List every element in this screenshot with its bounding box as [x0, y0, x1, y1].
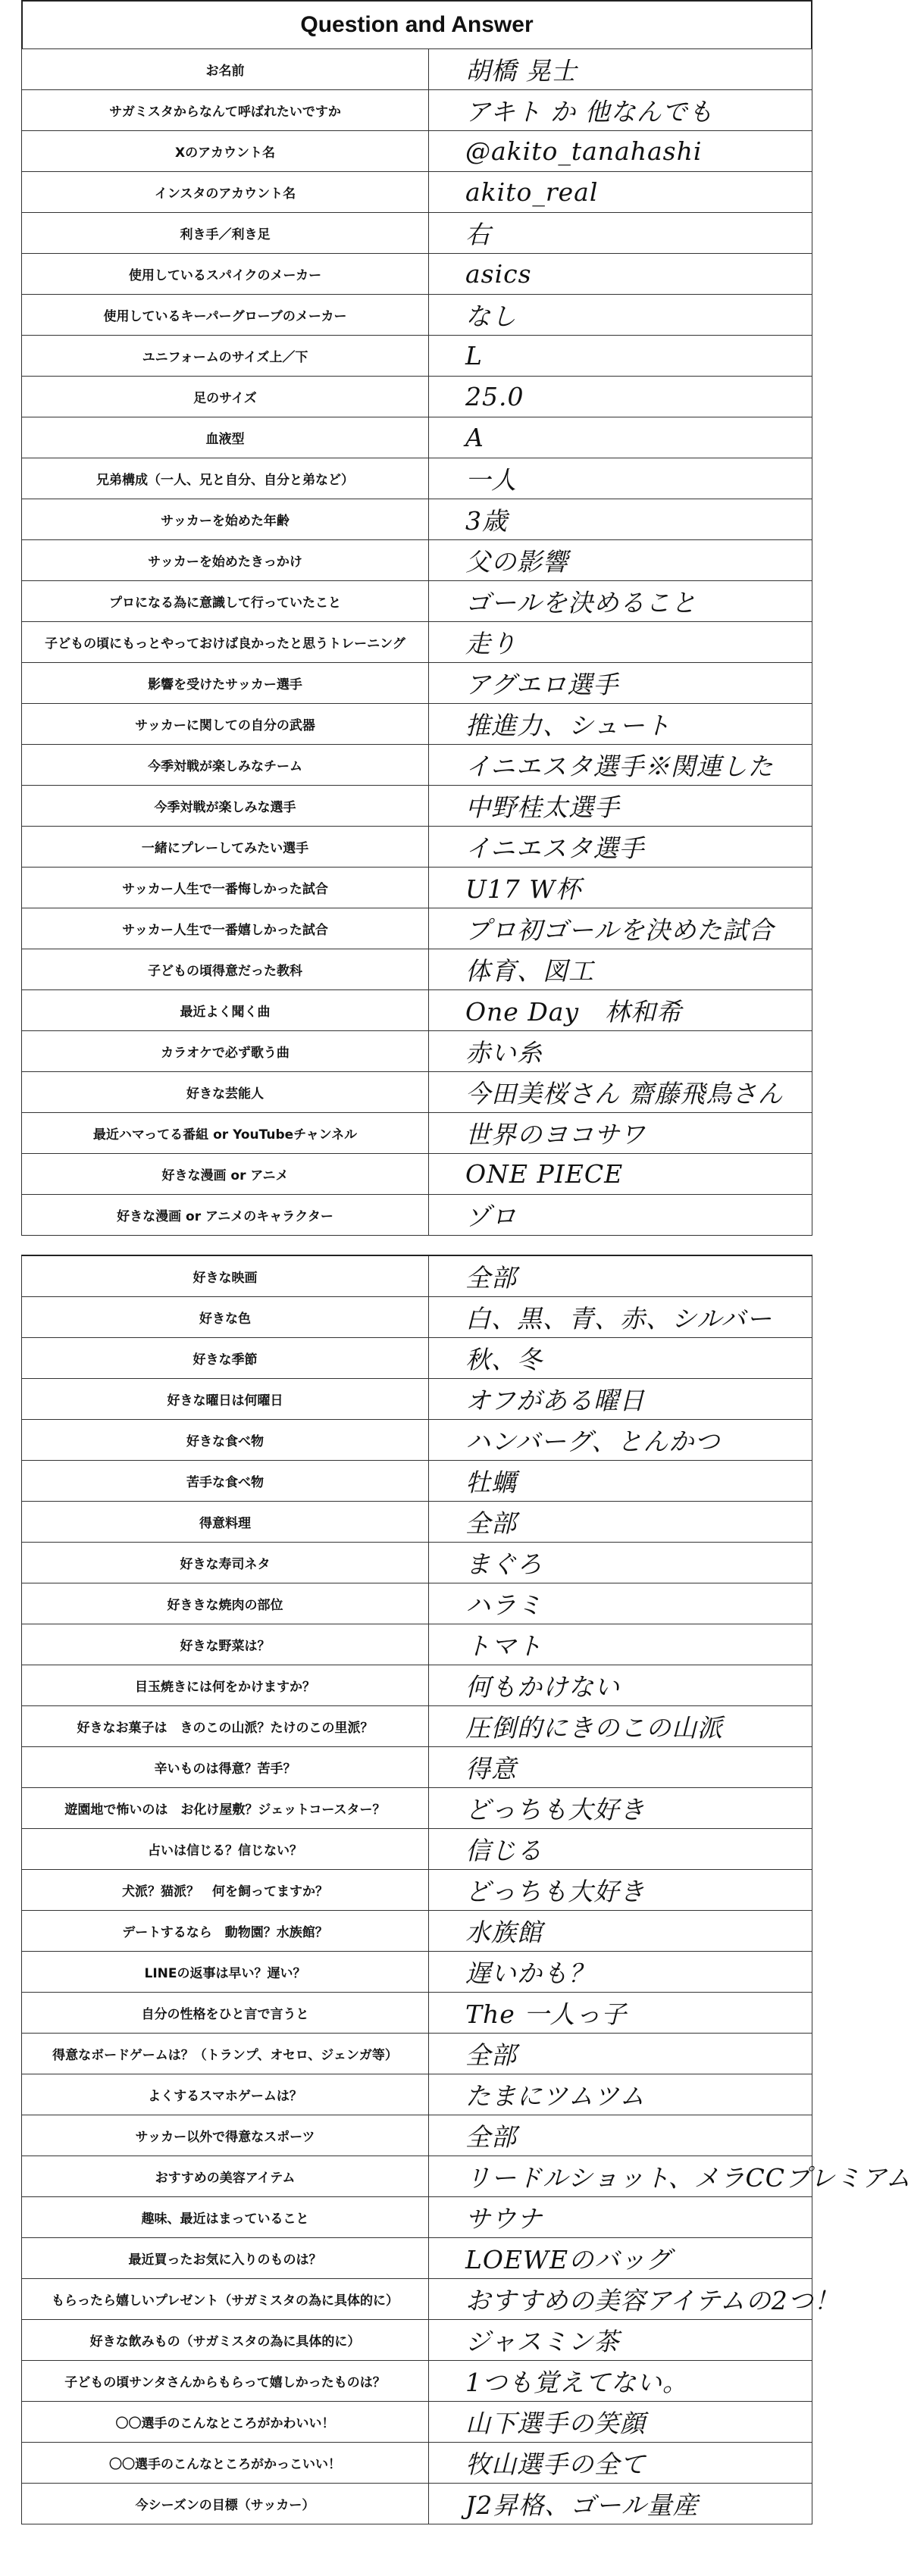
qa-row [22, 1297, 812, 1338]
question-cell: 好きな飲みもの（サガミスタの為に具体的に） [22, 2320, 429, 2361]
question-cell: 最近よく聞く曲 [22, 990, 429, 1031]
qa-row [22, 827, 812, 868]
question-cell: 好きな季節 [22, 1338, 429, 1379]
answer-cell: J2昇格、ゴール量産 [429, 2484, 812, 2524]
question-cell: デートするなら 動物園？水族館？ [22, 1911, 429, 1952]
question-cell: 目玉焼きには何をかけますか？ [22, 1665, 429, 1706]
qa-row [22, 868, 812, 908]
question-cell: もらったら嬉しいプレゼント（サガミスタの為に具体的に） [22, 2279, 429, 2320]
question-cell: サッカーに関しての自分の武器 [22, 704, 429, 745]
qa-table-2 [21, 1255, 911, 2524]
question-cell: 占いは信じる？信じない？ [22, 1829, 429, 1870]
answer-cell: アキト か 他なんでも [429, 90, 812, 131]
question-cell: 最近買ったお気に入りのものは？ [22, 2238, 429, 2279]
question-cell: プロになる為に意識して行っていたこと [22, 581, 429, 622]
answer-cell: 得意 [429, 1747, 812, 1788]
question-cell: 苦手な食べ物 [22, 1461, 429, 1502]
qa-row [22, 1379, 812, 1420]
question-cell: サガミスタからなんて呼ばれたいですか [22, 90, 429, 131]
qa-row [22, 1870, 812, 1911]
qa-row [22, 949, 812, 990]
answer-cell: 今田美桜さん 齋藤飛鳥さん [429, 1072, 812, 1113]
qa-row [22, 2279, 812, 2320]
answer-cell: 推進力、シュート [429, 704, 812, 745]
qa-row [22, 2238, 812, 2279]
answer-cell: 遅いかも？ [429, 1952, 812, 1993]
answer-cell: 牡蠣 [429, 1461, 812, 1502]
answer-cell: LOEWEのバッグ [429, 2238, 812, 2279]
answer-cell: 右 [429, 213, 812, 254]
qa-row [22, 2115, 812, 2156]
qa-row [22, 745, 812, 786]
answer-cell: 牧山選手の全て [429, 2443, 812, 2484]
question-cell: 影響を受けたサッカー選手 [22, 663, 429, 704]
answer-cell: The 一人っ子 [429, 1993, 812, 2034]
qa-row [22, 2361, 812, 2402]
qa-row [22, 417, 812, 458]
qa-row [22, 1747, 812, 1788]
qa-row [22, 213, 812, 254]
answer-cell: akito_real [429, 172, 812, 213]
answer-cell: 全部 [429, 2115, 812, 2156]
qa-row [22, 704, 812, 745]
qa-row [22, 131, 812, 172]
qa-row [22, 254, 812, 295]
qa-row [22, 1195, 812, 1236]
question-cell: 自分の性格をひと言で言うと [22, 1993, 429, 2034]
answer-cell: リードルショット、メラCCプレミアム [429, 2156, 812, 2197]
question-cell: 足のサイズ [22, 377, 429, 417]
question-cell: 好きなお菓子は きのこの山派？たけのこの里派？ [22, 1706, 429, 1747]
qa-row [22, 2484, 812, 2524]
qa-row [22, 1788, 812, 1829]
question-cell: 得意料理 [22, 1502, 429, 1543]
answer-cell: 胡橋 晃士 [429, 49, 812, 90]
question-cell: 好きな野菜は？ [22, 1624, 429, 1665]
question-cell: 好きな漫画 or アニメ [22, 1154, 429, 1195]
qa-row [22, 1911, 812, 1952]
question-cell: 使用しているスパイクのメーカー [22, 254, 429, 295]
answer-cell: オフがある曜日 [429, 1379, 812, 1420]
qa-row [22, 1420, 812, 1461]
question-cell: 好きな食べ物 [22, 1420, 429, 1461]
section-gap [21, 1236, 812, 1255]
qa-row [22, 1624, 812, 1665]
question-cell: 今季対戦が楽しみな選手 [22, 786, 429, 827]
qa-row [22, 581, 812, 622]
answer-cell: イニエスタ選手 [429, 827, 812, 868]
question-cell: サッカー人生で一番悔しかった試合 [22, 868, 429, 908]
answer-cell: トマト [429, 1624, 812, 1665]
qa-row [22, 1583, 812, 1624]
question-cell: お名前 [22, 49, 429, 90]
qa-row [22, 540, 812, 581]
answer-cell: 体育、図工 [429, 949, 812, 990]
qa-row [22, 377, 812, 417]
qa-row [22, 1072, 812, 1113]
sheet-title: Question and Answer [21, 0, 812, 48]
answer-cell: ゴールを決めること [429, 581, 812, 622]
answer-cell: 全部 [429, 1255, 812, 1297]
answer-cell: 世界のヨコサワ [429, 1113, 812, 1154]
qa-row [22, 2156, 812, 2197]
question-cell: 〇〇選手のこんなところがかっこいい！ [22, 2443, 429, 2484]
answer-cell: 白、黒、青、赤、シルバー [429, 1297, 812, 1338]
answer-cell: 信じる [429, 1829, 812, 1870]
question-cell: 子どもの頃得意だった教科 [22, 949, 429, 990]
qa-row [22, 1338, 812, 1379]
question-cell: 好きな色 [22, 1297, 429, 1338]
question-cell: 利き手／利き足 [22, 213, 429, 254]
question-cell: 子どもの頃サンタさんからもらって嬉しかったものは？ [22, 2361, 429, 2402]
answer-cell: ゾロ [429, 1195, 812, 1236]
qa-row [22, 622, 812, 663]
question-cell: サッカー人生で一番嬉しかった試合 [22, 908, 429, 949]
answer-cell: @akito_tanahashi [429, 131, 812, 172]
qa-row [22, 990, 812, 1031]
qa-row [22, 1952, 812, 1993]
answer-cell: なし [429, 295, 812, 336]
answer-cell: アグエロ選手 [429, 663, 812, 704]
question-cell: LINEの返事は早い？遅い？ [22, 1952, 429, 1993]
question-cell: 使用しているキーパーグローブのメーカー [22, 295, 429, 336]
question-cell: サッカーを始めた年齢 [22, 499, 429, 540]
question-cell: 好きな寿司ネタ [22, 1543, 429, 1583]
qa-row [22, 1543, 812, 1583]
answer-cell: A [429, 417, 812, 458]
qa-row [22, 786, 812, 827]
answer-cell: 何もかけない [429, 1665, 812, 1706]
answer-cell: 一人 [429, 458, 812, 499]
answer-cell: ONE PIECE [429, 1154, 812, 1195]
qa-table-2-body [22, 1255, 911, 2524]
answer-cell: 中野桂太選手 [429, 786, 812, 827]
answer-cell: 秋、冬 [429, 1338, 812, 1379]
qa-row [22, 295, 812, 336]
qa-row [22, 49, 812, 90]
qa-row [22, 2197, 812, 2238]
question-cell: 一緒にプレーしてみたい選手 [22, 827, 429, 868]
answer-cell: 1つも覚えてない。 [429, 2361, 812, 2402]
question-cell: 好きな漫画 or アニメのキャラクター [22, 1195, 429, 1236]
qa-row [22, 90, 812, 131]
question-cell: 犬派？猫派？ 何を飼ってますか？ [22, 1870, 429, 1911]
answer-cell: ハンバーグ、とんかつ [429, 1420, 812, 1461]
qa-table-1-body [22, 49, 812, 1236]
question-cell: 好きな映画 [22, 1255, 429, 1297]
answer-cell: L [429, 336, 812, 377]
qa-row [22, 1665, 812, 1706]
question-cell: Xのアカウント名 [22, 131, 429, 172]
answer-cell: どっちも大好き [429, 1870, 812, 1911]
answer-cell: イニエスタ選手※関連した [429, 745, 812, 786]
qa-row [22, 2402, 812, 2443]
question-cell: 〇〇選手のこんなところがかわいい！ [22, 2402, 429, 2443]
answer-cell: ハラミ [429, 1583, 812, 1624]
answer-cell: たまにツムツム [429, 2074, 812, 2115]
qa-row [22, 336, 812, 377]
answer-cell: 圧倒的にきのこの山派 [429, 1706, 812, 1747]
qa-row [22, 908, 812, 949]
qa-row [22, 499, 812, 540]
answer-cell: まぐろ [429, 1543, 812, 1583]
question-cell: 血液型 [22, 417, 429, 458]
answer-cell: 山下選手の笑顔 [429, 2402, 812, 2443]
qa-table-1 [21, 48, 812, 1236]
answer-cell: 全部 [429, 1502, 812, 1543]
question-cell: よくするスマホゲームは？ [22, 2074, 429, 2115]
qa-row [22, 2320, 812, 2361]
qa-row [22, 663, 812, 704]
answer-cell: 走り [429, 622, 812, 663]
question-cell: 好きな芸能人 [22, 1072, 429, 1113]
question-cell: ユニフォームのサイズ上／下 [22, 336, 429, 377]
answer-cell: どっちも大好き [429, 1788, 812, 1829]
answer-cell: 水族館 [429, 1911, 812, 1952]
answer-cell: 3歳 [429, 499, 812, 540]
question-cell: 辛いものは得意？苦手？ [22, 1747, 429, 1788]
answer-cell: サウナ [429, 2197, 812, 2238]
question-cell: 遊園地で怖いのは お化け屋敷？ジェットコースター？ [22, 1788, 429, 1829]
question-cell: カラオケで必ず歌う曲 [22, 1031, 429, 1072]
question-cell: 得意なボードゲームは？（トランプ、オセロ、ジェンガ等） [22, 2034, 429, 2074]
question-cell: サッカー以外で得意なスポーツ [22, 2115, 429, 2156]
answer-cell: One Day 林和希 [429, 990, 812, 1031]
question-cell: 兄弟構成（一人、兄と自分、自分と弟など） [22, 458, 429, 499]
question-cell: 今シーズンの目標（サッカー） [22, 2484, 429, 2524]
qa-row [22, 1829, 812, 1870]
answer-cell: 全部 [429, 2034, 812, 2074]
answer-cell: U17 W杯 [429, 868, 812, 908]
answer-cell: 25.0 [429, 377, 812, 417]
question-cell: 好ききな焼肉の部位 [22, 1583, 429, 1624]
answer-cell: 父の影響 [429, 540, 812, 581]
qa-row [22, 458, 812, 499]
qa-row [22, 1706, 812, 1747]
qa-row [22, 1255, 812, 1297]
qa-row [22, 1993, 812, 2034]
answer-cell: おすすめの美容アイテムの2つ！ [429, 2279, 812, 2320]
answer-cell: ジャスミン茶 [429, 2320, 812, 2361]
question-cell: 子どもの頃にもっとやっておけば良かったと思うトレーニング [22, 622, 429, 663]
question-cell: サッカーを始めたきっかけ [22, 540, 429, 581]
question-cell: 最近ハマってる番組 or YouTubeチャンネル [22, 1113, 429, 1154]
qa-row [22, 2034, 812, 2074]
qa-sheet [21, 0, 911, 2524]
question-cell: 今季対戦が楽しみなチーム [22, 745, 429, 786]
qa-row [22, 1113, 812, 1154]
question-cell: 趣味、最近はまっていること [22, 2197, 429, 2238]
answer-cell: asics [429, 254, 812, 295]
answer-cell: プロ初ゴールを決めた試合 [429, 908, 812, 949]
qa-row [22, 2443, 812, 2484]
qa-row [22, 1154, 812, 1195]
answer-cell: 赤い糸 [429, 1031, 812, 1072]
qa-row [22, 1502, 812, 1543]
qa-row [22, 1031, 812, 1072]
question-cell: おすすめの美容アイテム [22, 2156, 429, 2197]
question-cell: 好きな曜日は何曜日 [22, 1379, 429, 1420]
qa-row [22, 2074, 812, 2115]
qa-row [22, 172, 812, 213]
qa-row [22, 1461, 812, 1502]
question-cell: インスタのアカウント名 [22, 172, 429, 213]
